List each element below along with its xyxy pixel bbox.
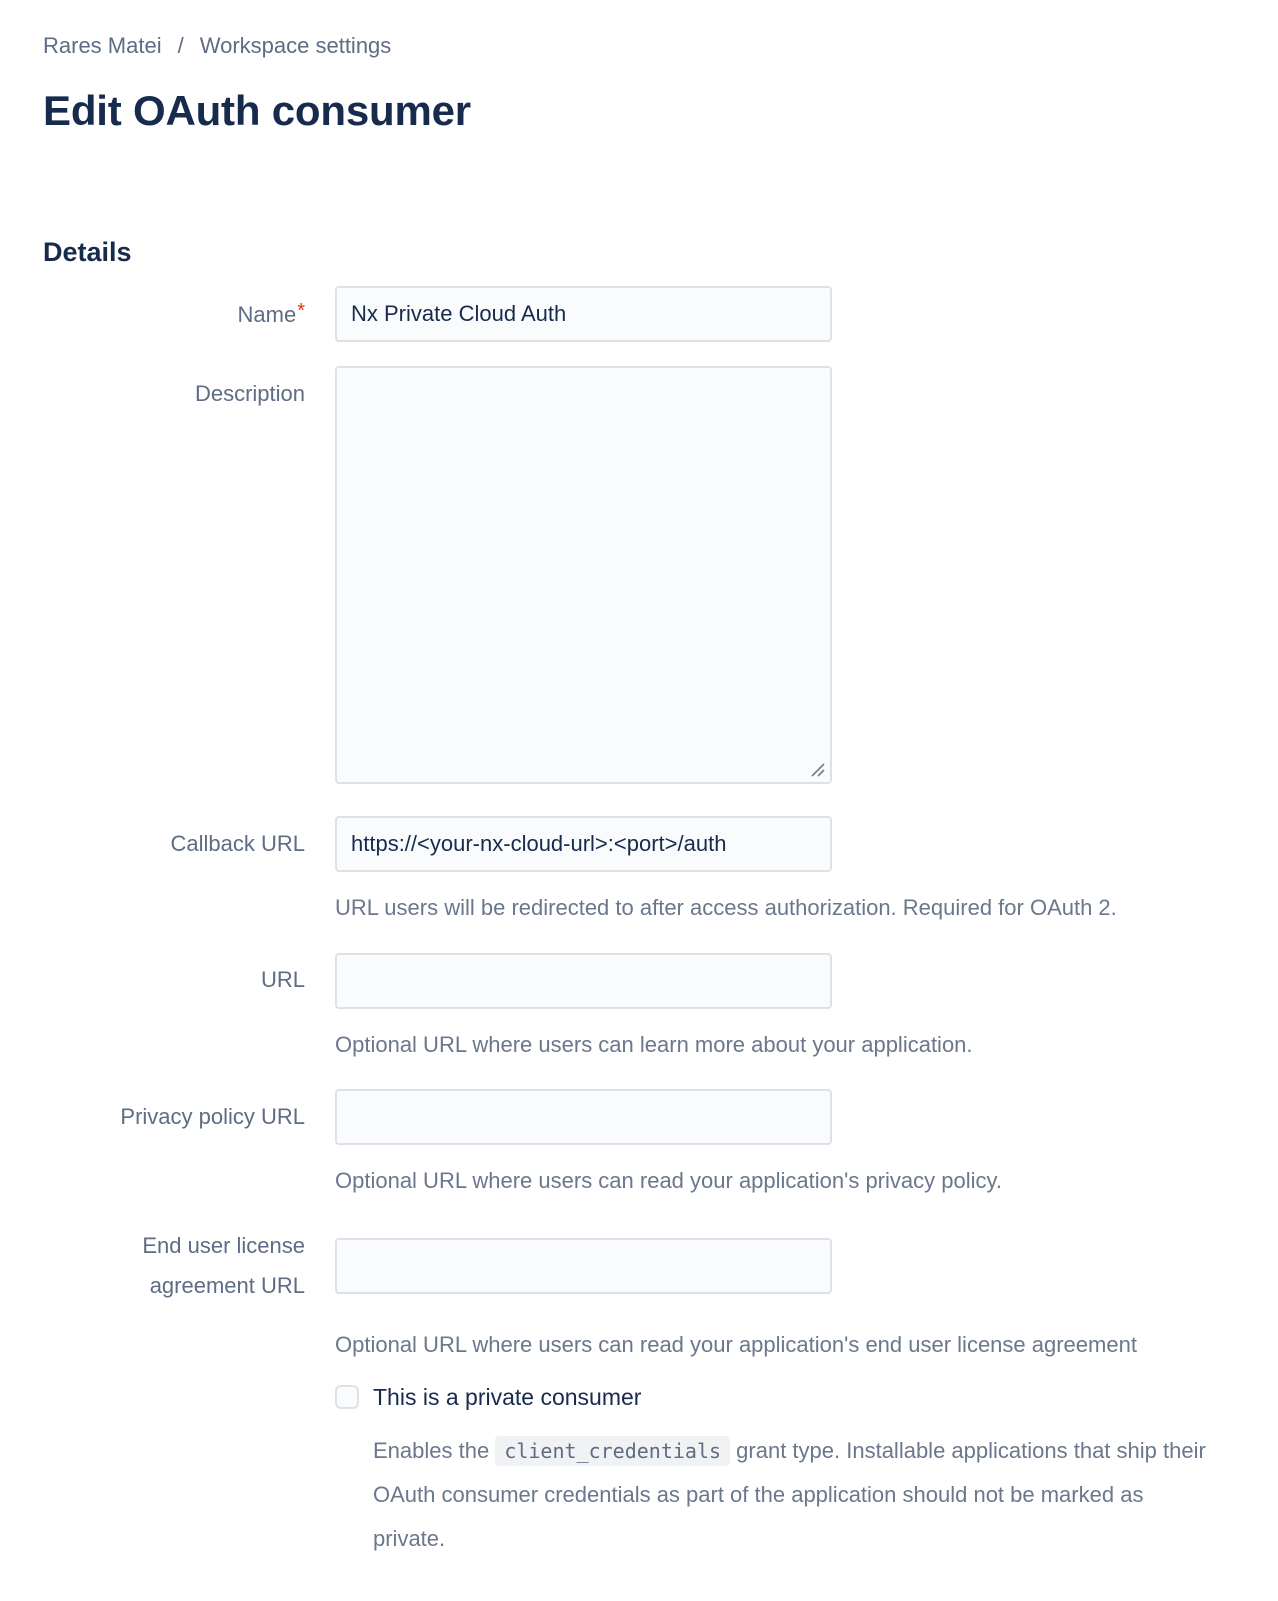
name-label-text: Name <box>237 301 297 327</box>
private-consumer-note <box>335 1429 1215 1561</box>
private-consumer-checkbox[interactable] <box>335 1385 359 1409</box>
callback-url-helper-text: URL users will be redirected to after access authorization. Required for OAuth 2. <box>335 895 1117 920</box>
oauth-consumer-form <box>43 286 1235 1561</box>
privacy-policy-url-label: Privacy policy URL <box>120 1103 305 1129</box>
callback-url-label: Callback URL <box>170 830 305 856</box>
url-label: URL <box>260 967 305 993</box>
eula-url-input[interactable] <box>335 1238 832 1294</box>
note-prefix: Enables the <box>373 1437 496 1463</box>
breadcrumb-separator: / <box>177 33 184 58</box>
url-field-row <box>43 953 1235 1060</box>
eula-url-field-row <box>43 1226 1235 1360</box>
eula-url-field-cell <box>335 1238 1215 1294</box>
privacy-policy-url-helper-text: Optional URL where users can read your application's privacy policy. <box>335 1168 1002 1194</box>
name-input[interactable] <box>335 286 832 342</box>
name-field-cell <box>335 286 1215 342</box>
callback-url-input[interactable] <box>335 816 832 872</box>
resize-handle-icon[interactable] <box>808 760 826 778</box>
privacy-policy-url-field-row <box>43 1089 1235 1196</box>
url-input[interactable] <box>335 953 832 1009</box>
privacy-policy-url-field-cell <box>335 1089 1215 1145</box>
name-field-row <box>43 286 1235 342</box>
eula-url-helper-text: Optional URL where users can read your application's end user license agreement <box>335 1332 1137 1358</box>
breadcrumb-workspace-link[interactable]: Rares Matei <box>43 33 162 58</box>
breadcrumb-settings-link[interactable]: Workspace settings <box>199 33 392 58</box>
url-helper-text: Optional URL where users can learn more about your application. <box>335 1031 973 1057</box>
page-title: Edit OAuth consumer <box>43 87 471 134</box>
private-consumer-row <box>43 1384 1235 1561</box>
name-label <box>43 293 305 336</box>
privacy-policy-url-input[interactable] <box>335 1089 832 1145</box>
description-field-row <box>43 366 1235 784</box>
url-field-cell <box>335 953 1215 1009</box>
description-textarea[interactable] <box>335 366 832 784</box>
private-consumer-checkbox-line[interactable] <box>335 1384 1215 1411</box>
private-consumer-label: This is a private consumer <box>373 1383 642 1410</box>
note-suffix: grant type. Installable applications that ship their OAuth consumer credentials as part of the application should not be marked as private. <box>373 1437 1206 1551</box>
client-credentials-code-chip: client_credentials <box>495 1436 730 1466</box>
callback-url-field-cell <box>335 816 1215 872</box>
description-label: Description <box>194 381 305 406</box>
description-field-cell <box>335 366 832 784</box>
callback-url-field-row <box>43 816 1235 923</box>
eula-url-label: End user license agreement URL <box>142 1232 305 1299</box>
breadcrumb <box>43 33 1235 59</box>
details-section-title: Details <box>43 237 132 267</box>
required-asterisk: * <box>297 299 305 322</box>
